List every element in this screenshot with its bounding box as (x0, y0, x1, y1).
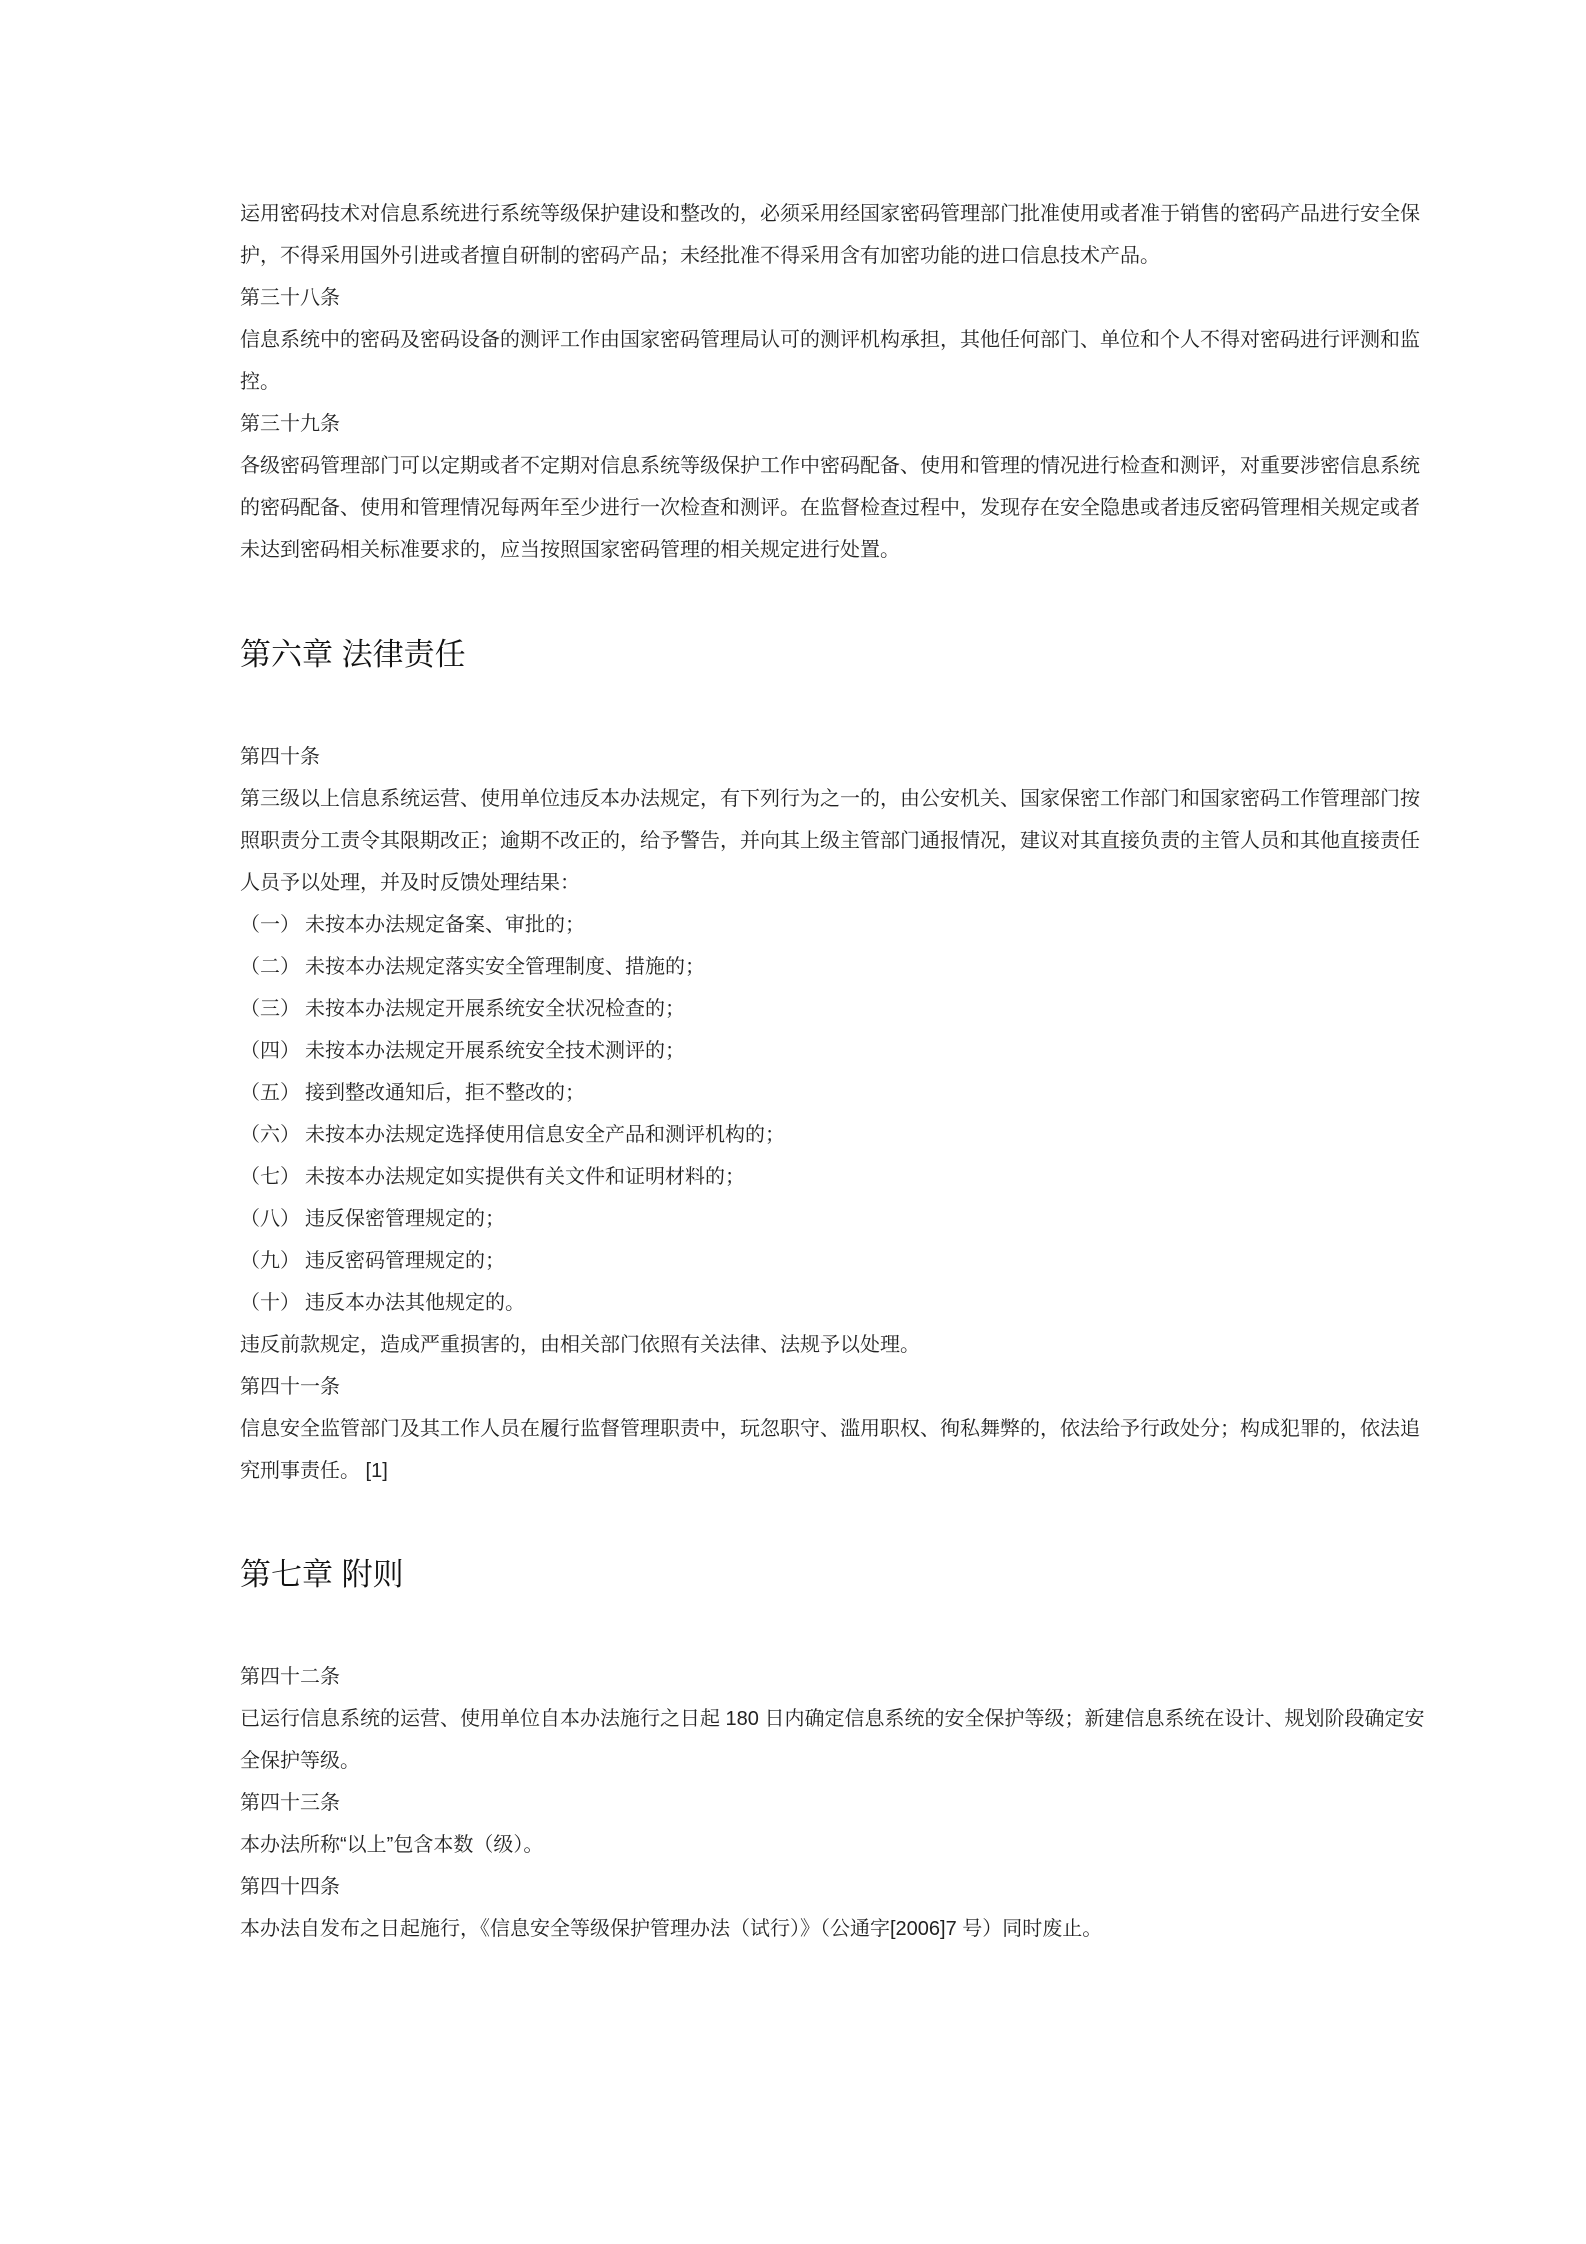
paragraph-line: 第三级以上信息系统运营、使用单位违反本办法规定，有下列行为之一的，由公安机关、国家保密工作部门和国家密码工作管理部门按 (240, 788, 1420, 810)
list-item-text: 接到整改通知后，拒不整改的； (305, 1082, 585, 1104)
list-item-text: 未按本办法规定如实提供有关文件和证明材料的； (305, 1166, 745, 1188)
violation-list (240, 904, 1360, 1324)
paragraph-line: 信息安全监管部门及其工作人员在履行监督管理职责中，玩忽职守、滥用职权、徇私舞弊的，依法给予行政处分；构成犯罪的，依法追 (240, 1418, 1420, 1440)
paragraph-line: 信息系统中的密码及密码设备的测评工作由国家密码管理局认可的测评机构承担，其他任何部门、单位和个人不得对密码进行评测和监 (240, 329, 1420, 351)
article-title: 第四十条 (240, 746, 320, 768)
list-item-number: （五） (240, 1082, 300, 1104)
list-item (240, 1156, 1360, 1198)
list-item-number: （九） (240, 1250, 300, 1272)
article-title: 第三十九条 (240, 413, 340, 435)
list-item-number: （七） (240, 1166, 300, 1188)
list-item-text: 违反密码管理规定的； (305, 1250, 505, 1272)
list-item-number: （六） (240, 1124, 300, 1146)
paragraph-line: 运用密码技术对信息系统进行系统等级保护建设和整改的，必须采用经国家密码管理部门批准使用或者准于销售的密码产品进行安全保 (240, 203, 1420, 225)
chapter-7-body (240, 1656, 1425, 1950)
paragraph-line: 本办法所称“以上”包含本数（级）。 (240, 1834, 544, 1856)
section-articles-37-39 (240, 193, 1420, 571)
paragraph-line: 本办法自发布之日起施行，《信息安全等级保护管理办法（试行）》（公通字[2006]7 号）同时废止。 (240, 1918, 1103, 1940)
paragraph-line: 违反前款规定，造成严重损害的，由相关部门依照有关法律、法规予以处理。 (240, 1334, 920, 1356)
paragraph-line: 究刑事责任。 [1] (240, 1460, 388, 1482)
list-item-text: 违反本办法其他规定的。 (305, 1292, 525, 1314)
list-item (240, 904, 1360, 946)
list-item-text: 违反保密管理规定的； (305, 1208, 505, 1230)
article-title: 第四十四条 (240, 1876, 340, 1898)
article-title: 第四十三条 (240, 1792, 340, 1814)
paragraph-line: 各级密码管理部门可以定期或者不定期对信息系统等级保护工作中密码配备、使用和管理的情况进行检查和测评，对重要涉密信息系统 (240, 455, 1420, 477)
list-item-text: 未按本办法规定选择使用信息安全产品和测评机构的； (305, 1124, 785, 1146)
chapter-heading: 第六章 法律责任 (240, 637, 466, 672)
article-title: 第三十八条 (240, 287, 340, 309)
list-item (240, 946, 1360, 988)
paragraph-line: 未达到密码相关标准要求的，应当按照国家密码管理的相关规定进行处置。 (240, 539, 900, 561)
list-item (240, 1114, 1360, 1156)
paragraph-line: 的密码配备、使用和管理情况每两年至少进行一次检查和测评。在监督检查过程中，发现存在安全隐患或者违反密码管理相关规定或者 (240, 497, 1420, 519)
chapter-6-body (240, 736, 1420, 1492)
chapter-heading: 第七章 附则 (240, 1557, 404, 1592)
list-item (240, 1240, 1360, 1282)
list-item (240, 1072, 1360, 1114)
list-item-number: （十） (240, 1292, 300, 1314)
article-title: 第四十一条 (240, 1376, 340, 1398)
list-item-number: （二） (240, 956, 300, 978)
paragraph-line: 护，不得采用国外引进或者擅自研制的密码产品；未经批准不得采用含有加密功能的进口信息技术产品。 (240, 245, 1160, 267)
list-item (240, 1282, 1360, 1324)
paragraph-line: 已运行信息系统的运营、使用单位自本办法施行之日起 180 日内确定信息系统的安全保护等级；新建信息系统在设计、规划阶段确定安 (240, 1708, 1425, 1730)
list-item (240, 1030, 1360, 1072)
paragraph-line: 控。 (240, 371, 280, 393)
list-item-text: 未按本办法规定开展系统安全状况检查的； (305, 998, 685, 1020)
paragraph-line: 人员予以处理，并及时反馈处理结果： (240, 872, 580, 894)
list-item (240, 988, 1360, 1030)
paragraph-line: 照职责分工责令其限期改正；逾期不改正的，给予警告，并向其上级主管部门通报情况，建议对其直接负责的主管人员和其他直接责任 (240, 830, 1420, 852)
list-item-text: 未按本办法规定开展系统安全技术测评的； (305, 1040, 685, 1062)
article-title: 第四十二条 (240, 1666, 340, 1688)
list-item-text: 未按本办法规定落实安全管理制度、措施的； (305, 956, 705, 978)
paragraph-line: 全保护等级。 (240, 1750, 360, 1772)
list-item-text: 未按本办法规定备案、审批的； (305, 914, 585, 936)
list-item (240, 1198, 1360, 1240)
list-item-number: （四） (240, 1040, 300, 1062)
list-item-number: （八） (240, 1208, 300, 1230)
list-item-number: （一） (240, 914, 300, 936)
list-item-number: （三） (240, 998, 300, 1020)
